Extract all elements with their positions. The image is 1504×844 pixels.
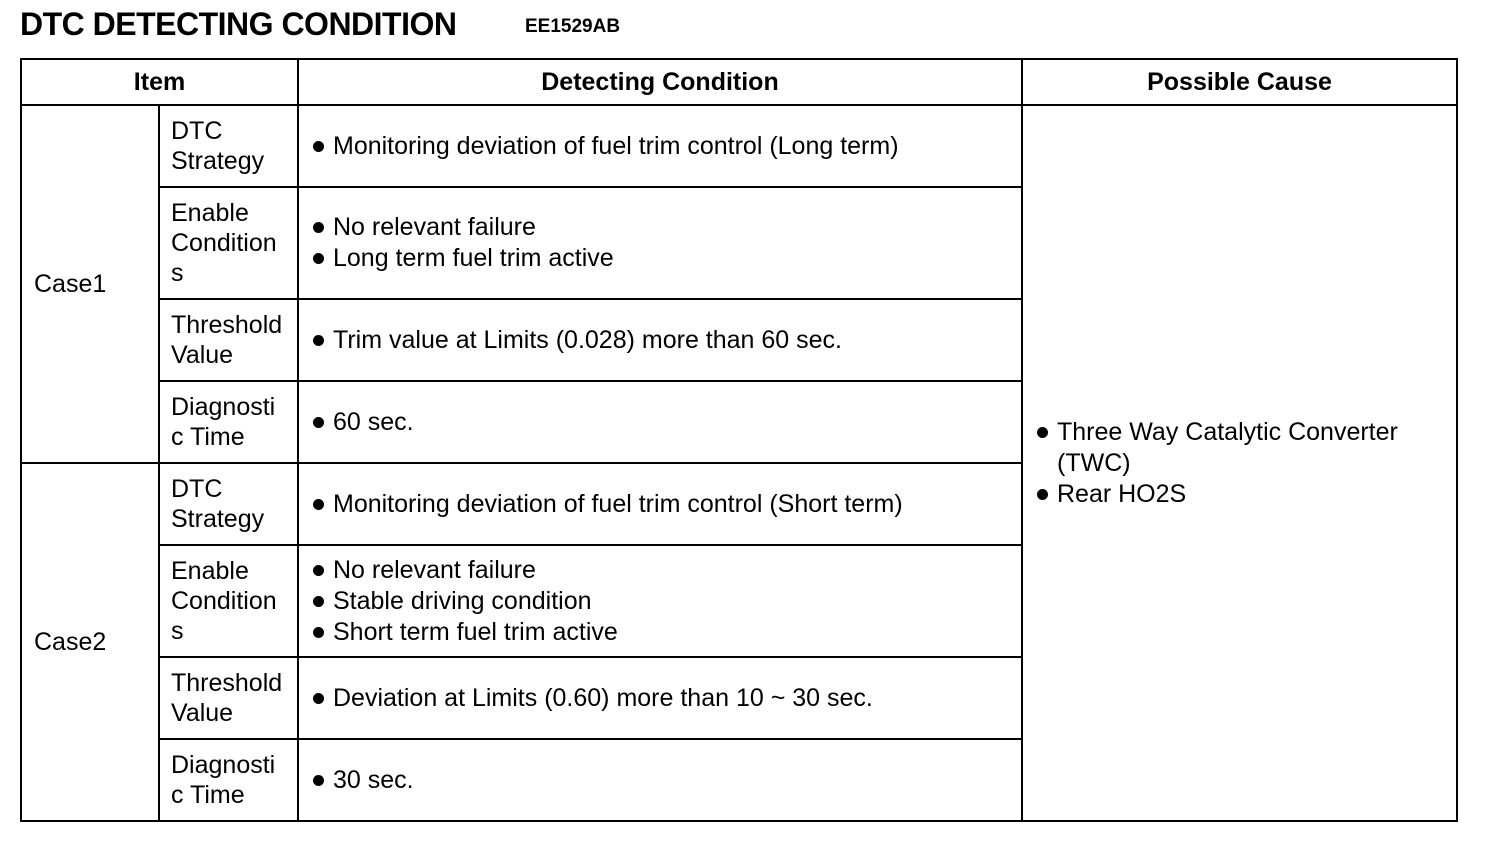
list-item: No relevant failure (311, 212, 1021, 243)
header-detecting-condition: Detecting Condition (298, 59, 1022, 105)
row-label: DTC Strategy (159, 105, 298, 187)
condition-cell (298, 381, 1022, 463)
list-item: Monitoring deviation of fuel trim control (Short term) (311, 489, 1021, 520)
table-row (21, 105, 1457, 187)
row-label: Diagnosti c Time (159, 739, 298, 821)
list-item: Deviation at Limits (0.60) more than 10 ~ 30 sec. (311, 683, 1021, 714)
condition-cell (298, 545, 1022, 657)
row-label: Threshold Value (159, 299, 298, 381)
list-item: Trim value at Limits (0.028) more than 60 sec. (311, 325, 1021, 356)
condition-cell (298, 187, 1022, 299)
list-item: Rear HO2S (1035, 479, 1446, 510)
list-item: 30 sec. (311, 765, 1021, 796)
possible-cause-cell (1022, 105, 1457, 821)
row-label: Diagnosti c Time (159, 381, 298, 463)
row-label: Threshold Value (159, 657, 298, 739)
row-label: Enable Condition s (159, 545, 298, 657)
condition-cell (298, 299, 1022, 381)
row-label: Enable Condition s (159, 187, 298, 299)
condition-cell (298, 463, 1022, 545)
list-item: No relevant failure (311, 555, 1021, 586)
condition-cell (298, 105, 1022, 187)
header-item: Item (21, 59, 298, 105)
row-label: DTC Strategy (159, 463, 298, 545)
dtc-condition-table (20, 58, 1458, 822)
list-item: Short term fuel trim active (311, 617, 1021, 648)
table-header-row (21, 59, 1457, 105)
case-label: Case1 (21, 105, 159, 463)
condition-cell (298, 739, 1022, 821)
list-item: 60 sec. (311, 407, 1021, 438)
list-item: Monitoring deviation of fuel trim control (Long term) (311, 131, 1021, 162)
figure-code: EE1529AB (525, 16, 621, 37)
page-title: DTC DETECTING CONDITION (20, 6, 457, 42)
list-item: Stable driving condition (311, 586, 1021, 617)
header-possible-cause: Possible Cause (1022, 59, 1457, 105)
condition-cell (298, 657, 1022, 739)
list-item: Three Way Catalytic Converter (TWC) (1035, 417, 1446, 479)
case-label: Case2 (21, 463, 159, 821)
list-item: Long term fuel trim active (311, 243, 1021, 274)
